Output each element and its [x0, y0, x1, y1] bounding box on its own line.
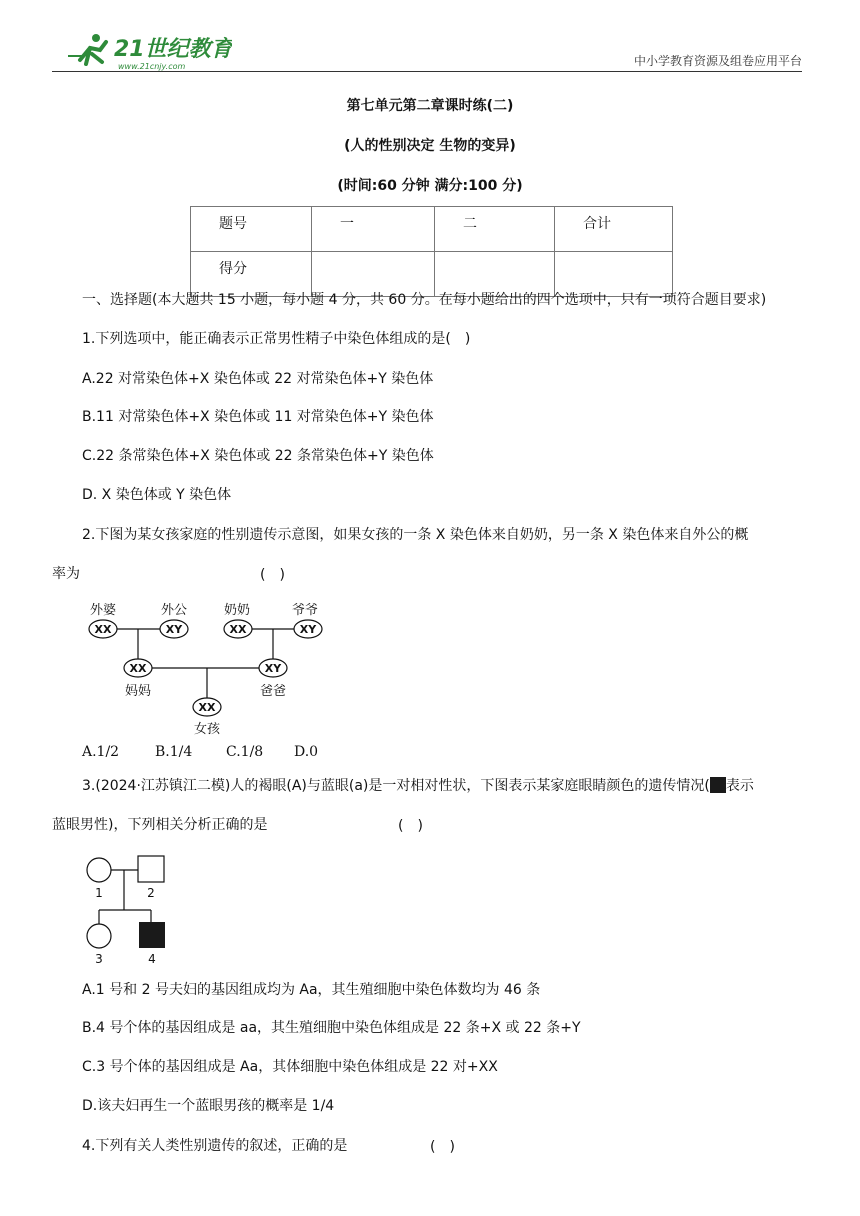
- svg-text:XY: XY: [264, 662, 282, 675]
- header-tagline: 中小学教育资源及组卷应用平台: [633, 54, 802, 68]
- question-1-option-a: A.22 对常染色体+X 染色体或 22 对常染色体+Y 染色体: [82, 371, 434, 387]
- header-divider: [52, 71, 802, 72]
- nainai-label: 奶奶: [224, 603, 251, 618]
- waigong-label: 外公: [161, 603, 188, 618]
- question-2-option-b: B.1/4: [155, 744, 193, 760]
- page-title: 第七单元第二章课时练(二): [346, 98, 514, 114]
- answer-paren: ( ): [430, 1139, 455, 1155]
- mama-label: 妈妈: [124, 684, 152, 699]
- svg-text:XX: XX: [94, 623, 112, 636]
- table-cell: 得分: [191, 252, 312, 297]
- pedigree-male-2: [138, 856, 164, 882]
- pedigree-female-3: [87, 924, 111, 948]
- svg-text:XX: XX: [129, 662, 147, 675]
- table-cell: 二: [435, 207, 555, 252]
- answer-paren: ( ): [398, 818, 423, 834]
- svg-text:1: 1: [95, 886, 103, 900]
- question-3-option-c: C.3 号个体的基因组成是 Aa，其体细胞中染色体组成是 22 对+XX: [82, 1059, 498, 1075]
- girl-label: 女孩: [193, 722, 221, 737]
- pedigree-male-4-affected: [139, 922, 165, 948]
- score-table: [190, 206, 673, 297]
- svg-text:XX: XX: [229, 623, 247, 636]
- logo-url: www.21cnjy.com: [118, 62, 186, 71]
- svg-text:4: 4: [148, 952, 156, 966]
- svg-text:XX: XX: [198, 701, 216, 714]
- question-3-stem: 3.(2024·江苏镇江二模)人的褐眼(A)与蓝眼(a)是一对相对性状，下图表示某家庭眼睛颜色的遗传情况( 表示: [82, 778, 754, 794]
- svg-text:3: 3: [95, 952, 103, 966]
- pedigree-chart: [80, 850, 180, 970]
- section-heading: 一、选择题(本大题共 15 小题，每小题 4 分，共 60 分。在每小题给出的四个选项中，只有一项符合题目要求): [82, 292, 767, 308]
- question-3-stem-cont: 蓝眼男性)，下列相关分析正确的是: [52, 817, 268, 833]
- baba-label: 爸爸: [259, 684, 287, 699]
- runner-icon: [68, 34, 106, 64]
- svg-text:XY: XY: [299, 623, 317, 636]
- question-1-stem: 1.下列选项中，能正确表示正常男性精子中染色体组成的是( ): [82, 331, 471, 347]
- table-cell: 一: [312, 207, 435, 252]
- pedigree-female-1: [87, 858, 111, 882]
- table-cell: 题号: [191, 207, 312, 252]
- question-3-option-a: A.1 号和 2 号夫妇的基因组成均为 Aa，其生殖细胞中染色体数均为 46 条: [82, 982, 541, 998]
- filled-square-icon: [710, 777, 726, 793]
- family-diagram: [80, 598, 340, 738]
- yeye-label: 爷爷: [292, 603, 319, 618]
- table-row: [191, 207, 673, 252]
- table-cell: 合计: [555, 207, 673, 252]
- question-1-option-b: B.11 对常染色体+X 染色体或 11 对常染色体+Y 染色体: [82, 409, 434, 425]
- waipo-label: 外婆: [90, 603, 117, 618]
- page-subtitle: (人的性别决定 生物的变异): [344, 138, 516, 154]
- logo-text: 21世纪教育: [114, 37, 232, 62]
- svg-text:XY: XY: [165, 623, 183, 636]
- question-3-option-b: B.4 号个体的基因组成是 aa，其生殖细胞中染色体组成是 22 条+X 或 22 条+Y: [82, 1020, 581, 1036]
- answer-paren: ( ): [260, 567, 285, 583]
- question-1-option-c: C.22 条常染色体+X 染色体或 22 条常染色体+Y 染色体: [82, 448, 434, 464]
- question-3-option-d: D.该夫妇再生一个蓝眼男孩的概率是 1/4: [82, 1098, 335, 1114]
- question-2-stem: 2.下图为某女孩家庭的性别遗传示意图，如果女孩的一条 X 染色体来自奶奶，另一条 X 染色体来自外公的概: [82, 527, 749, 543]
- question-2-option-a: A.1/2: [82, 744, 120, 760]
- question-2-option-d: D.0: [294, 744, 319, 760]
- svg-text:2: 2: [147, 886, 155, 900]
- time-info: (时间:60 分钟 满分:100 分): [337, 178, 523, 194]
- question-2-stem-cont: 率为: [52, 566, 80, 582]
- question-1-option-d: D. X 染色体或 Y 染色体: [82, 487, 232, 503]
- question-2-option-c: C.1/8: [226, 744, 264, 760]
- site-logo: [62, 30, 232, 72]
- question-4-stem: 4.下列有关人类性别遗传的叙述，正确的是: [82, 1138, 348, 1154]
